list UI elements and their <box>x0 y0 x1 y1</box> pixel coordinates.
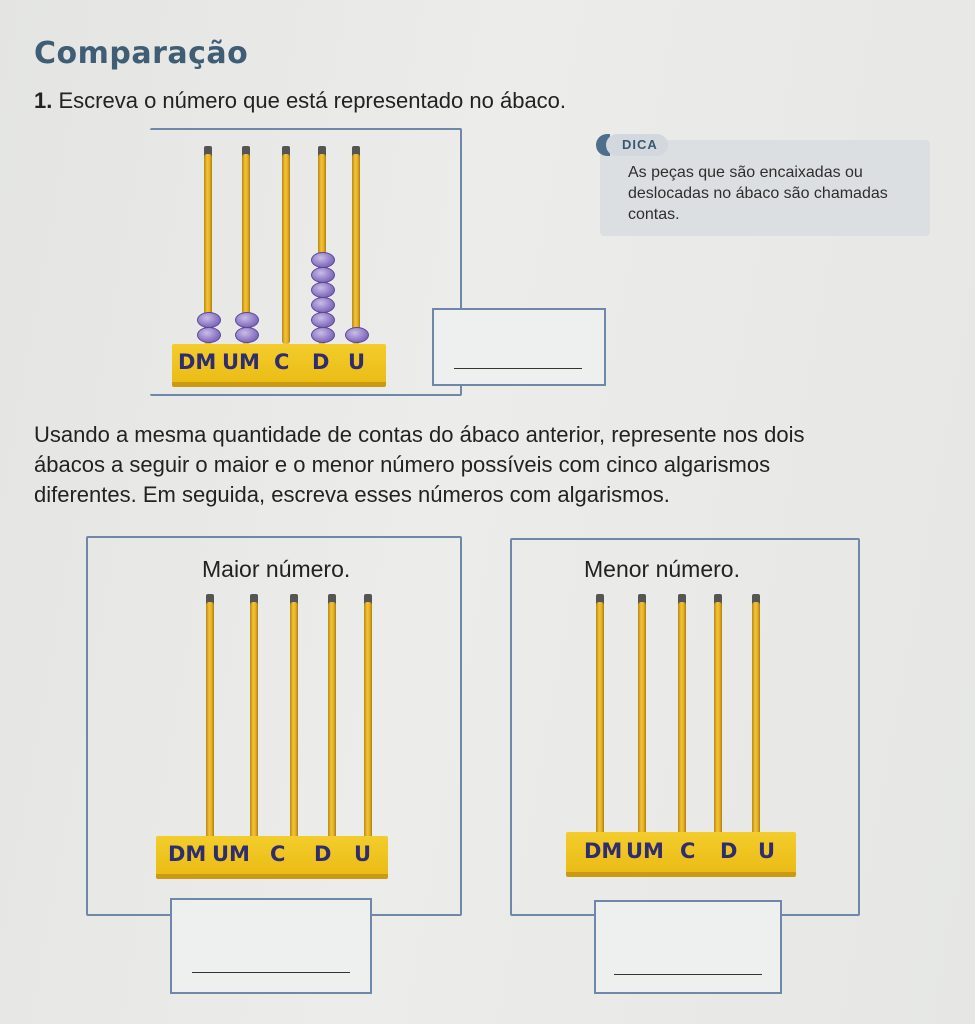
bead-dm-1 <box>197 327 221 343</box>
bead-d-6 <box>311 252 335 268</box>
label-c: C <box>680 839 696 863</box>
label-d: D <box>720 839 738 863</box>
answer-box-1[interactable] <box>432 308 606 386</box>
abacus-max <box>150 590 400 890</box>
label-c: C <box>274 350 290 374</box>
bead-d-5 <box>311 267 335 283</box>
answer-line <box>614 974 762 975</box>
rod-u <box>352 154 360 344</box>
bead-d-2 <box>311 312 335 328</box>
bead-u-1 <box>345 327 369 343</box>
answer-box-min[interactable] <box>594 900 782 994</box>
rod-um <box>250 602 258 842</box>
rod-u <box>364 602 372 842</box>
bead-d-3 <box>311 297 335 313</box>
abacus-base <box>566 832 796 877</box>
rod-d <box>714 602 722 842</box>
tip-text: As peças que são encaixadas ou deslocadas no ábaco são chamadas contas. <box>628 164 888 223</box>
section-title: Comparação <box>34 36 249 71</box>
instructions-line-1: Usando a mesma quantidade de contas do ábaco anterior, represente nos dois <box>34 422 805 447</box>
bead-d-4 <box>311 282 335 298</box>
tip-badge: DICA <box>606 134 668 156</box>
rod-d <box>328 602 336 842</box>
bead-um-2 <box>235 312 259 328</box>
label-dm: DM <box>168 842 207 866</box>
question-1 <box>34 88 566 114</box>
abacus-min-label: Menor número. <box>584 556 740 582</box>
question-text: Escreva o número que está representado no ábaco. <box>58 88 567 113</box>
rod-c <box>678 602 686 842</box>
rod-c <box>282 154 290 344</box>
answer-box-max[interactable] <box>170 898 372 994</box>
rod-c <box>290 602 298 842</box>
rod-dm <box>206 602 214 842</box>
bead-d-1 <box>311 327 335 343</box>
rod-u <box>752 602 760 842</box>
label-u: U <box>354 842 372 866</box>
label-um: UM <box>212 842 250 866</box>
bead-dm-2 <box>197 312 221 328</box>
question-number: 1. <box>34 88 53 113</box>
instructions-line-2: ábacos a seguir o maior e o menor número possíveis com cinco algarismos <box>34 452 771 477</box>
label-d: D <box>314 842 332 866</box>
instructions <box>34 420 974 510</box>
label-d: D <box>312 350 330 374</box>
label-um: UM <box>222 350 260 374</box>
rod-um <box>638 602 646 842</box>
abacus-min <box>560 590 810 890</box>
abacus-base <box>172 344 386 387</box>
label-c: C <box>270 842 286 866</box>
abacus-max-label: Maior número. <box>202 556 351 582</box>
abacus-base <box>156 836 388 879</box>
label-dm: DM <box>584 839 623 863</box>
instructions-line-3: diferentes. Em seguida, escreva esses números com algarismos. <box>34 482 670 507</box>
answer-line <box>454 368 582 369</box>
label-u: U <box>758 839 776 863</box>
label-dm: DM <box>178 350 217 374</box>
answer-line <box>192 972 350 973</box>
label-u: U <box>348 350 366 374</box>
rod-dm <box>596 602 604 842</box>
abacus-1 <box>160 140 390 390</box>
label-um: UM <box>626 839 664 863</box>
bead-um-1 <box>235 327 259 343</box>
